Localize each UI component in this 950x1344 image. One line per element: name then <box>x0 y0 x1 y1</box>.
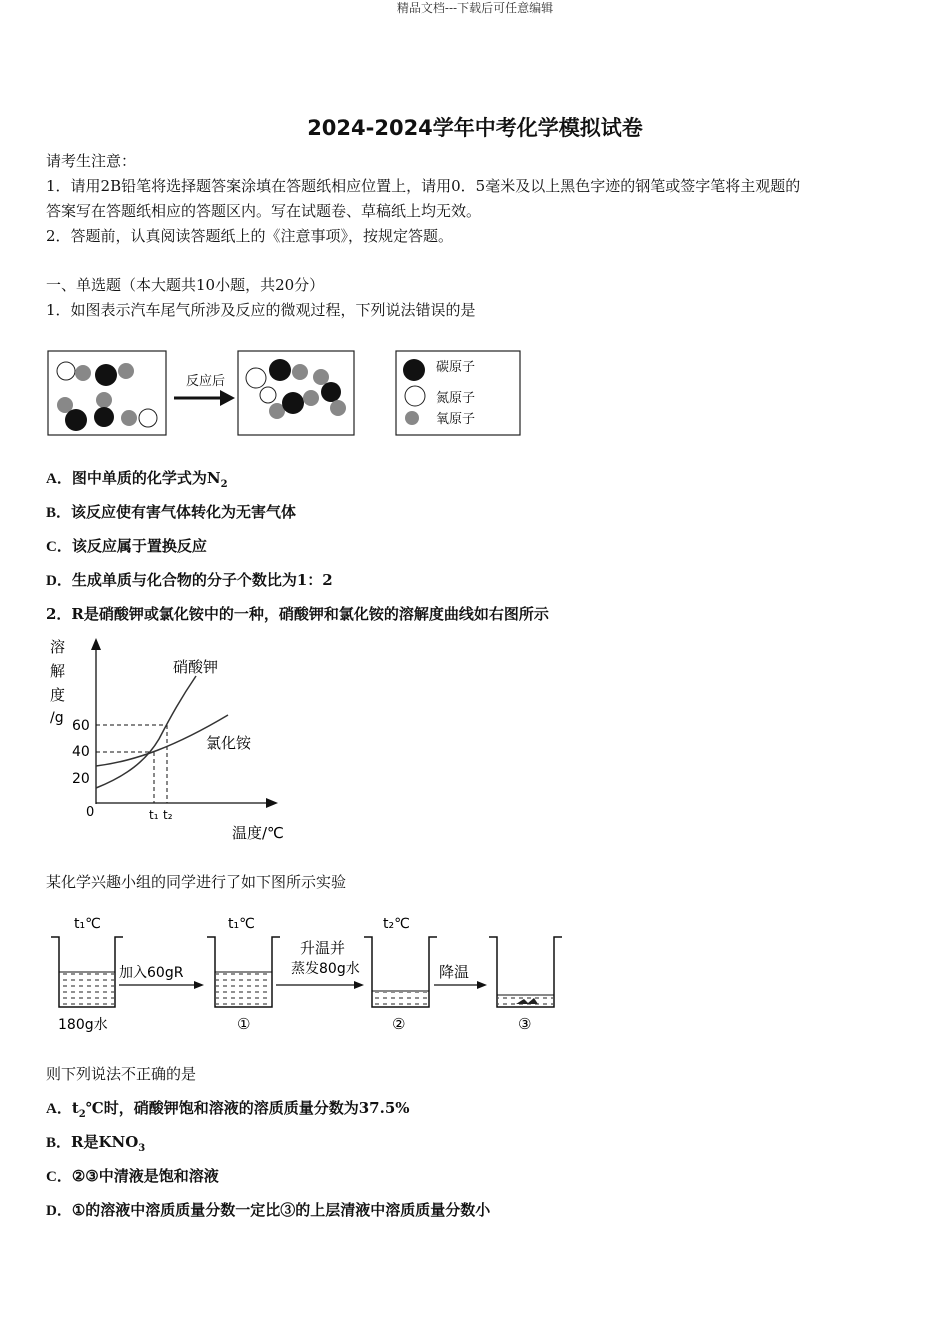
xtick-t1: t₁ <box>149 808 159 822</box>
step-2-arrow <box>276 981 364 989</box>
oxygen-atom-legend-icon <box>405 411 419 425</box>
notice-item-1-line-2: 答案写在答题纸相应的答题区内。写在试题卷、草稿纸上均无效。 <box>46 202 482 220</box>
q1-option-c: C．该反应属于置换反应 <box>46 537 207 555</box>
ytick-60: 60 <box>72 718 90 734</box>
notice-item-2: 2．答题前，认真阅读答题纸上的《注意事项》，按规定答题。 <box>46 227 454 245</box>
reaction-arrow-label: 反应后 <box>186 374 226 389</box>
q1-stem: 1．如图表示汽车尾气所涉及反应的微观过程，下列说法错误的是 <box>46 301 476 319</box>
step-2-label-line-2: 蒸发80g水 <box>291 961 360 977</box>
ytick-40: 40 <box>72 744 90 760</box>
notice-item-1-line-1: 1．请用2B铅笔将选择题答案涂填在答题纸相应位置上，请用0．5毫米及以上黑色字迹的钢笔或签字笔将主观题的 <box>46 177 801 195</box>
step-3-arrow <box>434 981 487 989</box>
beaker-1-label: ① <box>237 1015 251 1033</box>
q2-option-d: D．①的溶液中溶质质量分数一定比③的上层清液中溶质质量分数小 <box>46 1201 491 1219</box>
solubility-graph <box>46 636 306 848</box>
q2-option-b: B．R是$KNO_3$ <box>46 1133 146 1154</box>
legend-carbon: 碳原子 <box>436 360 476 375</box>
beaker-3-label: ③ <box>518 1015 532 1033</box>
origin-label: 0 <box>86 805 95 820</box>
reaction-arrow <box>174 390 235 406</box>
xlabel: 温度/℃ <box>232 824 284 842</box>
beaker-2-label: ② <box>392 1015 406 1033</box>
q2-option-a: A．$t_2℃$时，硝酸钾饱和溶液的溶质质量分数为37.5% <box>46 1099 410 1120</box>
nh4cl-curve-label: 氯化铵 <box>206 734 252 752</box>
legend-nitrogen: 氮原子 <box>436 391 476 406</box>
experiment-intro: 某化学兴趣小组的同学进行了如下图所示实验 <box>46 873 347 891</box>
beaker-0-label: 180g水 <box>58 1017 108 1033</box>
q2-stem: 2．R是硝酸钾或氯化铵中的一种，硝酸钾和氯化铵的溶解度曲线如右图所示 <box>46 605 549 623</box>
header-note: 精品文档---下载后可任意编辑 <box>396 1 554 15</box>
beaker-0-temp: t₁℃ <box>74 916 101 932</box>
beaker-2 <box>364 937 437 1007</box>
beaker-0 <box>51 937 123 1007</box>
step-1-arrow <box>119 981 204 989</box>
q1-option-d: D．生成单质与化合物的分子个数比为1：2 <box>46 571 333 589</box>
xtick-t2: t₂ <box>163 808 173 822</box>
kno3-curve-label: 硝酸钾 <box>173 658 219 676</box>
beaker-1-temp: t₁℃ <box>228 916 255 932</box>
notice-heading: 请考生注意： <box>46 152 137 170</box>
carbon-atom-legend-icon <box>403 359 425 381</box>
section-heading: 一、单选题（本大题共10小题，共20分） <box>46 276 325 294</box>
beaker-2-temp: t₂℃ <box>383 916 410 932</box>
kno3-curve <box>96 676 196 788</box>
q1-molecule-diagram <box>46 348 526 440</box>
nitrogen-atom-legend-icon <box>405 386 425 406</box>
q2-option-c: C．②③中清液是饱和溶液 <box>46 1167 219 1185</box>
legend-oxygen: 氧原子 <box>436 412 476 427</box>
exam-title: 2024-2024学年中考化学模拟试卷 <box>307 116 643 140</box>
y-axis-arrow-icon <box>91 638 101 650</box>
beaker-1 <box>207 937 280 1007</box>
ytick-20: 20 <box>72 771 90 787</box>
step-1-label: 加入60gR <box>119 965 184 981</box>
step-2-label-line-1: 升温并 <box>300 939 346 957</box>
beaker-3 <box>489 937 562 1007</box>
ylabel-char-3: 度 <box>50 686 66 704</box>
ylabel-unit: /g <box>50 710 64 726</box>
experiment-diagram <box>46 905 566 1037</box>
ylabel-char-2: 解 <box>50 662 66 680</box>
q1-option-b: B．该反应使有害气体转化为无害气体 <box>46 503 297 521</box>
q1-option-a: A．图中单质的化学式为$N_2$ <box>46 469 228 490</box>
x-axis-arrow-icon <box>266 798 278 808</box>
step-3-label: 降温 <box>439 963 470 981</box>
ylabel-char-1: 溶 <box>50 638 66 656</box>
q2-prompt: 则下列说法不正确的是 <box>46 1065 197 1083</box>
